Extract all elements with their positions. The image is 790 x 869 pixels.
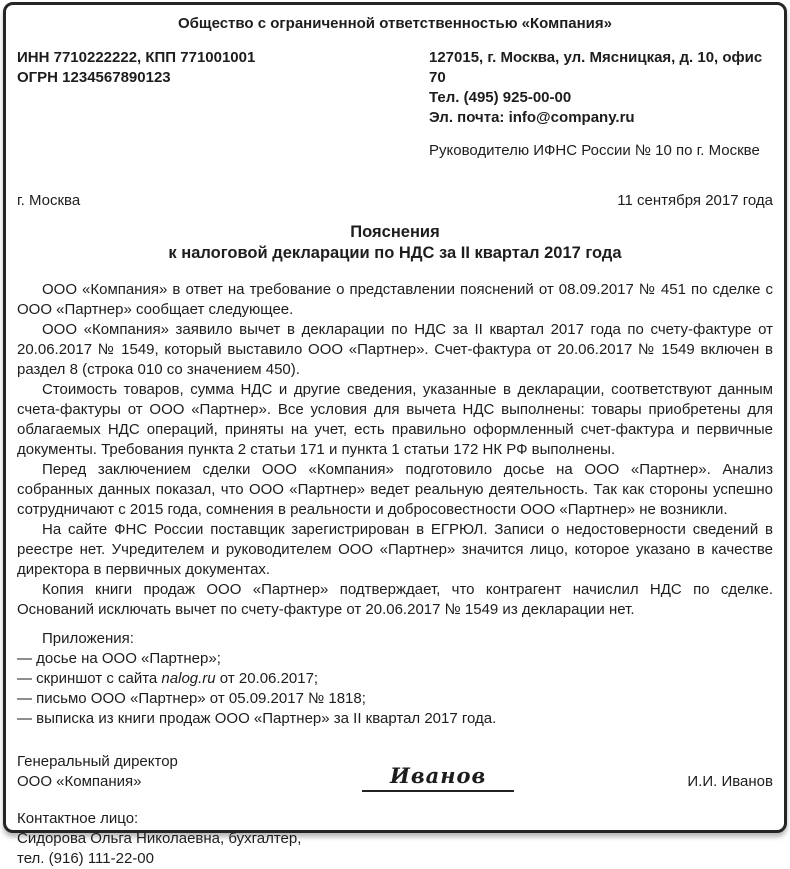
body-paragraph-5: На сайте ФНС России поставщик зарегистрирован в ЕГРЮЛ. Записи о недостоверности сведений в реестре нет. Учредителем и руководителем ООО «Партнер» значится лицо, которое указано в качестве директора в первичных документах. [17, 521, 773, 578]
body-paragraph-1: ООО «Компания» в ответ на требование о представлении пояснений от 08.09.2017 № 451 по сделке с ООО «Партнер» сообщает следующее. [17, 281, 773, 318]
attachments-heading: Приложения: [42, 630, 134, 647]
title-line-1: Пояснения [350, 223, 440, 241]
body-paragraph-2: ООО «Компания» заявило вычет в декларации по НДС за II квартал 2017 года по счету-фактуре от 20.06.2017 № 1549, который выставило ООО «Партнер». Счет-фактура от 20.06.2017 № 1549 включен в раздел 8 (строка 010 со значением 450). [17, 321, 773, 378]
attachment-text-suffix: от 20.06.2017; [215, 670, 319, 687]
ogrn-line: ОГРН 1234567890123 [17, 69, 171, 86]
signer-position [17, 752, 362, 792]
body-paragraph-4: Перед заключением сделки ООО «Компания» подготовило досье на ООО «Партнер». Анализ собранных данных показал, что ООО «Партнер» ведет реальную деятельность. Так как стороны успешно сотрудничают с 2015 года, сомнения в реальности и добросовестности ООО «Партнер» не возникли. [17, 461, 773, 518]
nalog-site-text: nalog.ru [161, 670, 216, 687]
attachment-text: — письмо ООО «Партнер» от 05.09.2017 № 1818; [17, 690, 366, 707]
date-label: 11 сентября 2017 года [617, 192, 773, 209]
signature-block [17, 752, 773, 792]
requisites-block [17, 48, 773, 161]
addressee-line: Руководителю ИФНС России № 10 по г. Москве [429, 142, 760, 159]
body-paragraph-6: Копия книги продаж ООО «Партнер» подтверждает, что контрагент начислил НДС по сделке. Оснований исключать вычет по счету-фактуре от 20.06.2017 № 1549 из декларации нет. [17, 581, 773, 618]
document-title [17, 222, 773, 264]
attachment-item-2 [17, 669, 773, 689]
company-header: Общество с ограниченной ответственностью «Компания» [177, 15, 613, 32]
attachment-item-3 [17, 689, 773, 709]
address-line: 127015, г. Москва, ул. Мясницкая, д. 10, офис 70 [429, 49, 763, 86]
attachment-item-1 [17, 649, 773, 669]
signer-position-line-1: Генеральный директор [17, 753, 178, 770]
attachment-text: — скриншот с сайта [17, 670, 162, 687]
requisites-left [17, 48, 429, 161]
signer-position-line-2: ООО «Компания» [17, 773, 142, 790]
city-label: г. Москва [17, 192, 81, 209]
letter-sheet [3, 2, 787, 867]
contact-person: Сидорова Ольга Николаевна, бухгалтер, [17, 830, 302, 847]
inn-kpp-line: ИНН 7710222222, КПП 771001001 [17, 49, 256, 66]
attachment-item-4 [17, 709, 773, 729]
attachment-text: — досье на ООО «Партнер»; [17, 650, 221, 667]
contact-block [17, 809, 773, 869]
signature-line [362, 765, 514, 792]
handwritten-signature: Иванов [390, 763, 487, 788]
body-paragraph-3: Стоимость товаров, сумма НДС и другие сведения, указанные в декларации, соответствуют данным счета-фактуры от ООО «Партнер». Все условия для вычета НДС выполнены: товары приобретены для облагаемых НДС операций, приняты на учет, есть правильно оформленный счет-фактура и первичные документы. Требования пункта 2 статьи 171 и пункта 1 статьи 172 НК РФ выполнены. [17, 381, 773, 458]
signer-name: И.И. Иванов [687, 773, 773, 790]
attachments-block [17, 629, 773, 729]
requisites-right [429, 48, 773, 161]
email-line: Эл. почта: info@company.ru [429, 109, 635, 126]
title-line-2: к налоговой декларации по НДС за II квартал 2017 года [168, 244, 622, 262]
contact-phone: тел. (916) 111-22-00 [17, 850, 154, 867]
phone-line: Тел. (495) 925-00-00 [429, 89, 572, 106]
city-date-row [17, 191, 773, 211]
contact-label: Контактное лицо: [17, 810, 139, 827]
attachment-text: — выписка из книги продаж ООО «Партнер» за II квартал 2017 года. [17, 710, 497, 727]
body-text [17, 280, 773, 620]
